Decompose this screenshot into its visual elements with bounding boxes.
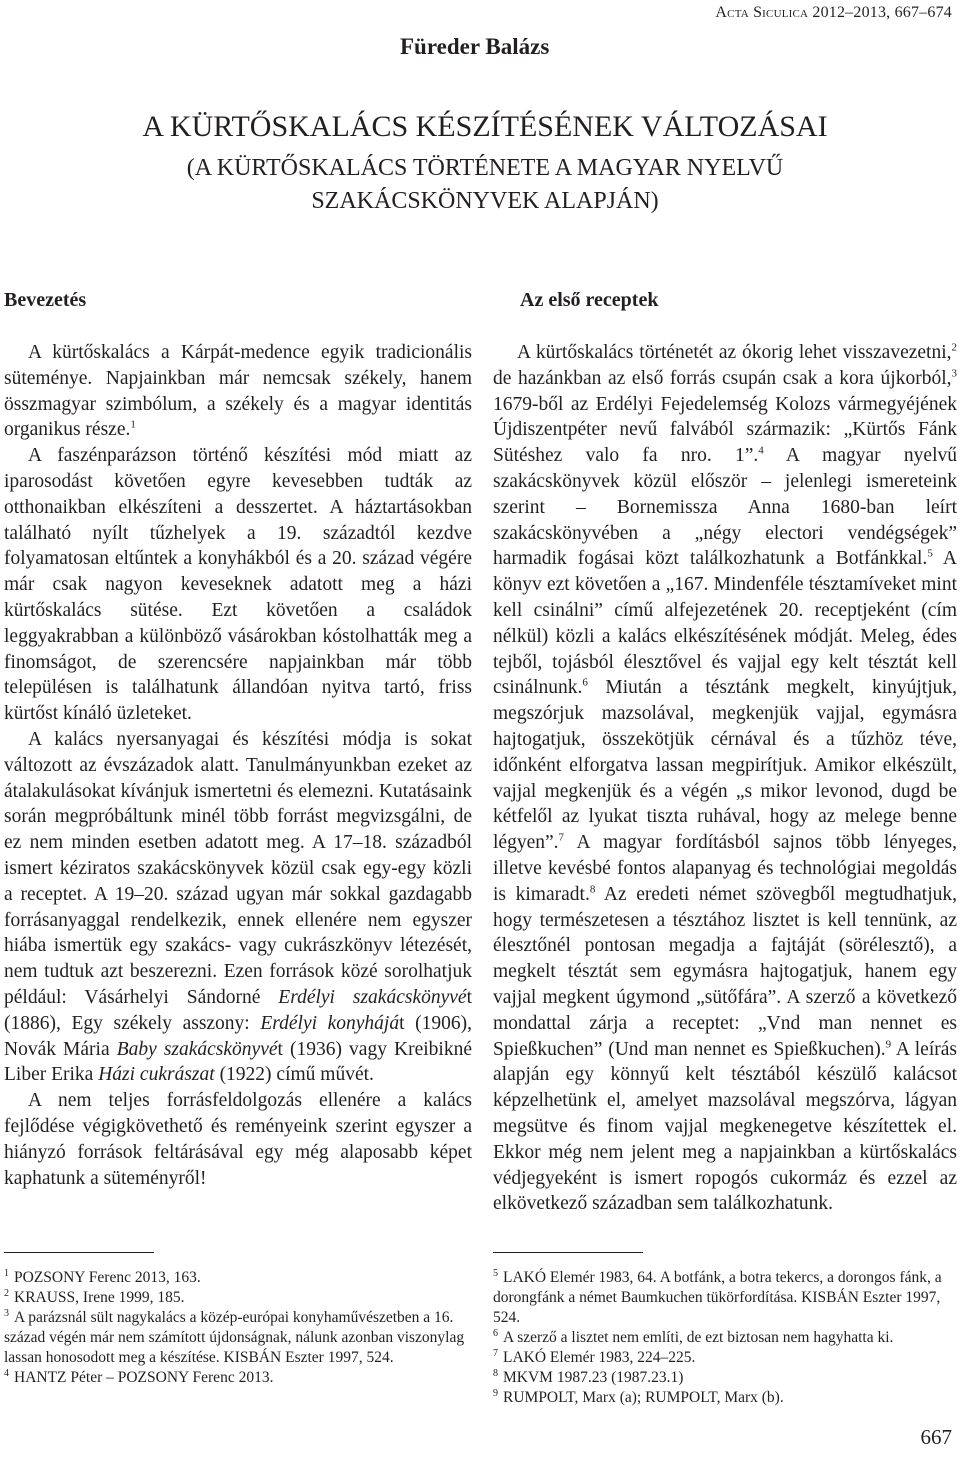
- footnote-text: KRAUSS, Irene 1999, 185.: [14, 1289, 185, 1306]
- text: A kürtőskalács a Kárpát-medence egyik tradicionális süteménye. Napjainkban már nemcsak székely, hanem összmagyar szimbólum, a székely és a magyar identitás organikus része.: [4, 342, 472, 441]
- footnote: [493, 1388, 957, 1408]
- footnote-number: 7: [493, 1347, 498, 1359]
- footnote-text: A szerző a lisztet nem említi, de ezt biztosan nem hagyhatta ki.: [503, 1329, 894, 1346]
- footnote-ref: 6: [582, 676, 588, 689]
- footnote-ref: 2: [951, 341, 957, 354]
- text: 1679-ből az Erdélyi Fejedelemség Kolozs vármegyéjének Újdiszentpéter nevű falvából származik: „Kürtős Fánk Sütéshez valo fa nro. 1”.: [493, 393, 957, 467]
- footnote-ref: 7: [558, 831, 565, 844]
- footnote-number: 2: [4, 1287, 9, 1299]
- footnote-ref: 3: [951, 367, 957, 380]
- footnote-divider: [4, 1252, 154, 1253]
- section-heading-first-recipes: Az első receptek: [520, 289, 659, 311]
- text: (1922) című művét.: [214, 1064, 374, 1086]
- author-name: Füreder Balázs: [400, 34, 550, 59]
- text: t (1936) vagy Kreibikné Liber Erika: [4, 1038, 472, 1086]
- footnotes-right: [493, 1268, 957, 1408]
- article-subtitle: [60, 152, 910, 218]
- journal-citation: Acta Siculica 2012–2013, 667–674: [715, 4, 952, 21]
- footnotes-left: [4, 1268, 472, 1388]
- text: A magyar nyelvű szakácskönyvek közül először – jelenlegi ismereteink szerint – Bornemissza Anna 1680-ban leírt szakácskönyvében a „négy electori vendégségek” harmadik fogásai közt találkozhatunk a Botfánkkal.: [493, 445, 957, 570]
- footnote: [4, 1288, 472, 1308]
- book-title: Erdélyi szakácskönyvé: [278, 986, 467, 1008]
- footnote-ref: 9: [885, 1038, 892, 1051]
- text: A könyv ezt követően a „167. Mindenféle tésztamíveket mint kell csinálni” című alfejezetének 20. receptjeként (cím nélkül) közli a kalács elkészítésének módját. Meleg, édes tejből, tojásból élesztővel és vajjal egy kelt tésztát kell csinálnunk.: [493, 548, 957, 699]
- paragraph: [4, 340, 472, 443]
- section-heading-introduction: Bevezetés: [4, 289, 87, 311]
- footnote-text: HANTZ Péter – POZSONY Ferenc 2013.: [14, 1369, 274, 1386]
- text: A kürtőskalács történetét az ókorig lehet visszavezetni,: [517, 342, 952, 363]
- footnote: [493, 1268, 957, 1328]
- text: A magyar fordításból sajnos több lényeges, illetve kevésbé fontos alapanyag és technológiai megoldás is kimaradt.: [493, 832, 957, 905]
- footnote: [493, 1368, 957, 1388]
- text: de hazánkban az első forrás csupán csak a kora újkorból,: [493, 367, 952, 389]
- article-title-block: [60, 108, 910, 218]
- page-number: 667: [920, 1425, 952, 1449]
- footnote-number: 3: [4, 1307, 9, 1319]
- footnote-number: 9: [493, 1387, 498, 1399]
- footnote-number: 5: [493, 1267, 498, 1279]
- footnote-text: LAKÓ Elemér 1983, 224–225.: [503, 1349, 696, 1366]
- paragraph: A nem teljes forrásfeldolgozás ellenére a kalács fejlődése végigkövethető és reményeink szerint egyszer a hiányzó források feltárásával egy még alaposabb képet kaphatunk a süteményről!: [4, 1090, 472, 1189]
- footnote-text: POZSONY Ferenc 2013, 163.: [14, 1269, 201, 1286]
- footnote: [493, 1328, 957, 1348]
- paragraph: [4, 727, 472, 1088]
- text: t (1906), Novák Mária: [4, 1012, 472, 1060]
- text: Az eredeti német szövegből megtudhatjuk, hogy természetesen a tésztához lisztet is kell tennünk, az élesztőnél pontosan megadja a fajtáját (sörélesztő), a megkelt tésztát sem egymásra hajtogatjuk, hanem egy vajjal megkent úgymond „sütőfára”. A szerző a következő mondattal zárja a receptet: „Vnd man nennet es Spießkuchen” (Und man nennet es Spießkuchen).: [493, 883, 957, 1060]
- footnote-ref: 1: [130, 418, 136, 431]
- footnote-text: MKVM 1987.23 (1987.23.1): [503, 1369, 684, 1386]
- footnote-text: A parázsnál sült nagykalács a közép-európai konyhaművészetben a 16. század végén már nem számított újdonságnak, nálunk azonban viszonylag lassan honosodott meg a készítése. KISBÁN Eszter 1997, 524.: [4, 1309, 465, 1366]
- footnote: [493, 1348, 957, 1368]
- left-column: [4, 340, 472, 1191]
- footnote-number: 8: [493, 1367, 498, 1379]
- right-column: [493, 340, 957, 1217]
- footnote-ref: 5: [927, 547, 933, 560]
- footnote-number: 6: [493, 1327, 498, 1339]
- footnote: [4, 1308, 472, 1368]
- footnote-text: RUMPOLT, Marx (a); RUMPOLT, Marx (b).: [503, 1389, 784, 1406]
- subtitle-line-2: SZAKÁCSKÖNYVEK ALAPJÁN): [311, 188, 659, 214]
- footnote-number: 4: [4, 1367, 9, 1379]
- book-title: Baby szakácskönyvé: [116, 1038, 278, 1060]
- footnote: [4, 1268, 472, 1288]
- text: A leírás alapján egy könnyű kelt tésztából készülő kalácsot képzelhetünk el, amelyet mazsolával megszórva, lágyan megsütve és finom vajjal megkenegetve készítettek el. Ekkor még nem jelent meg a napjainkban a kürtőskalács védjegyeként is ismert ropogós cukormáz és ezzel az elkövetkező században sem találkozhatunk.: [493, 1038, 957, 1215]
- book-title: Házi cukrászat: [98, 1064, 215, 1086]
- footnote-ref: 4: [758, 444, 764, 457]
- footnote-ref: 8: [589, 883, 596, 896]
- text: Miután a tésztánk megkelt, kinyújtjuk, megszórjuk mazsolával, megkenjük vajjal, egymásra hajtogatjuk, összekötjük cérnával és a tűzhöz téve, időnként elforgatva lassan megpirítjuk. Amikor elkészült, vajjal megkenjük és a végén „s mikor levonod, dugd be kétfelől az lyukat tiszta ruhával, hogy az melege benne légyen”.: [493, 677, 957, 854]
- book-title: Erdélyi konyhájá: [260, 1012, 400, 1034]
- footnote: [4, 1368, 472, 1388]
- subtitle-line-1: (A KÜRTŐSKALÁCS TÖRTÉNETE A MAGYAR NYELVŰ: [186, 155, 784, 181]
- paragraph: A faszénparázson történő készítési mód miatt az iparosodást követően egyre kevesebben tudták az otthonaikban elkészíteni a desszertet. A háztartásokban található nyílt tűzhelyek a 19. századtól kezdve folyamatosan eltűntek a konyhákból és a 20. század végére már csak nagyon keveseknek adatott meg a házi kürtőskalács sütése. Ezt követően a családok leggyakrabban a különböző vásárokban kóstolhatták meg a finomságot, de szerencsére napjainkban már több településen is találhatunk állandóan nyitva tartó, friss kürtőst kínáló üzleteket.: [4, 445, 472, 725]
- footnote-text: LAKÓ Elemér 1983, 64. A botfánk, a botra tekercs, a dorongos fánk, a dorongfánk a német Baumkuchen tükörfordítása. KISBÁN Eszter 1997, 524.: [493, 1269, 942, 1326]
- text: t (1886), Egy székely asszony:: [4, 986, 472, 1034]
- footnote-divider: [493, 1252, 643, 1253]
- footnote-number: 1: [4, 1267, 9, 1279]
- text: A kalács nyersanyagai és készítési módja is sokat változott az évszázadok alatt. Tanulmányunkban ezeket az átalakulásokat kívánjuk ismertetni és elemezni. Kutatásaink során megpróbáltunk minél több forrást megvizsgálni, de ez nem minden esetben adatott meg. A 17–18. századból ismert kéziratos szakácskönyvek közül csak egy-egy közli a receptet. A 19–20. század ugyan már sokkal gazdagabb forrásanyaggal rendelkezik, ennek ellenére nem egyszer hiába ismertük egy szakács- vagy cukrászkönyv létezését, nem tudtuk azt beszerezni. Ezen források közé sorolhatjuk például: Vásárhelyi Sándorné: [4, 728, 472, 1008]
- article-title: A KÜRTŐSKALÁCS KÉSZÍTÉSÉNEK VÁLTOZÁSAI: [142, 110, 828, 143]
- paragraph: [493, 340, 957, 1217]
